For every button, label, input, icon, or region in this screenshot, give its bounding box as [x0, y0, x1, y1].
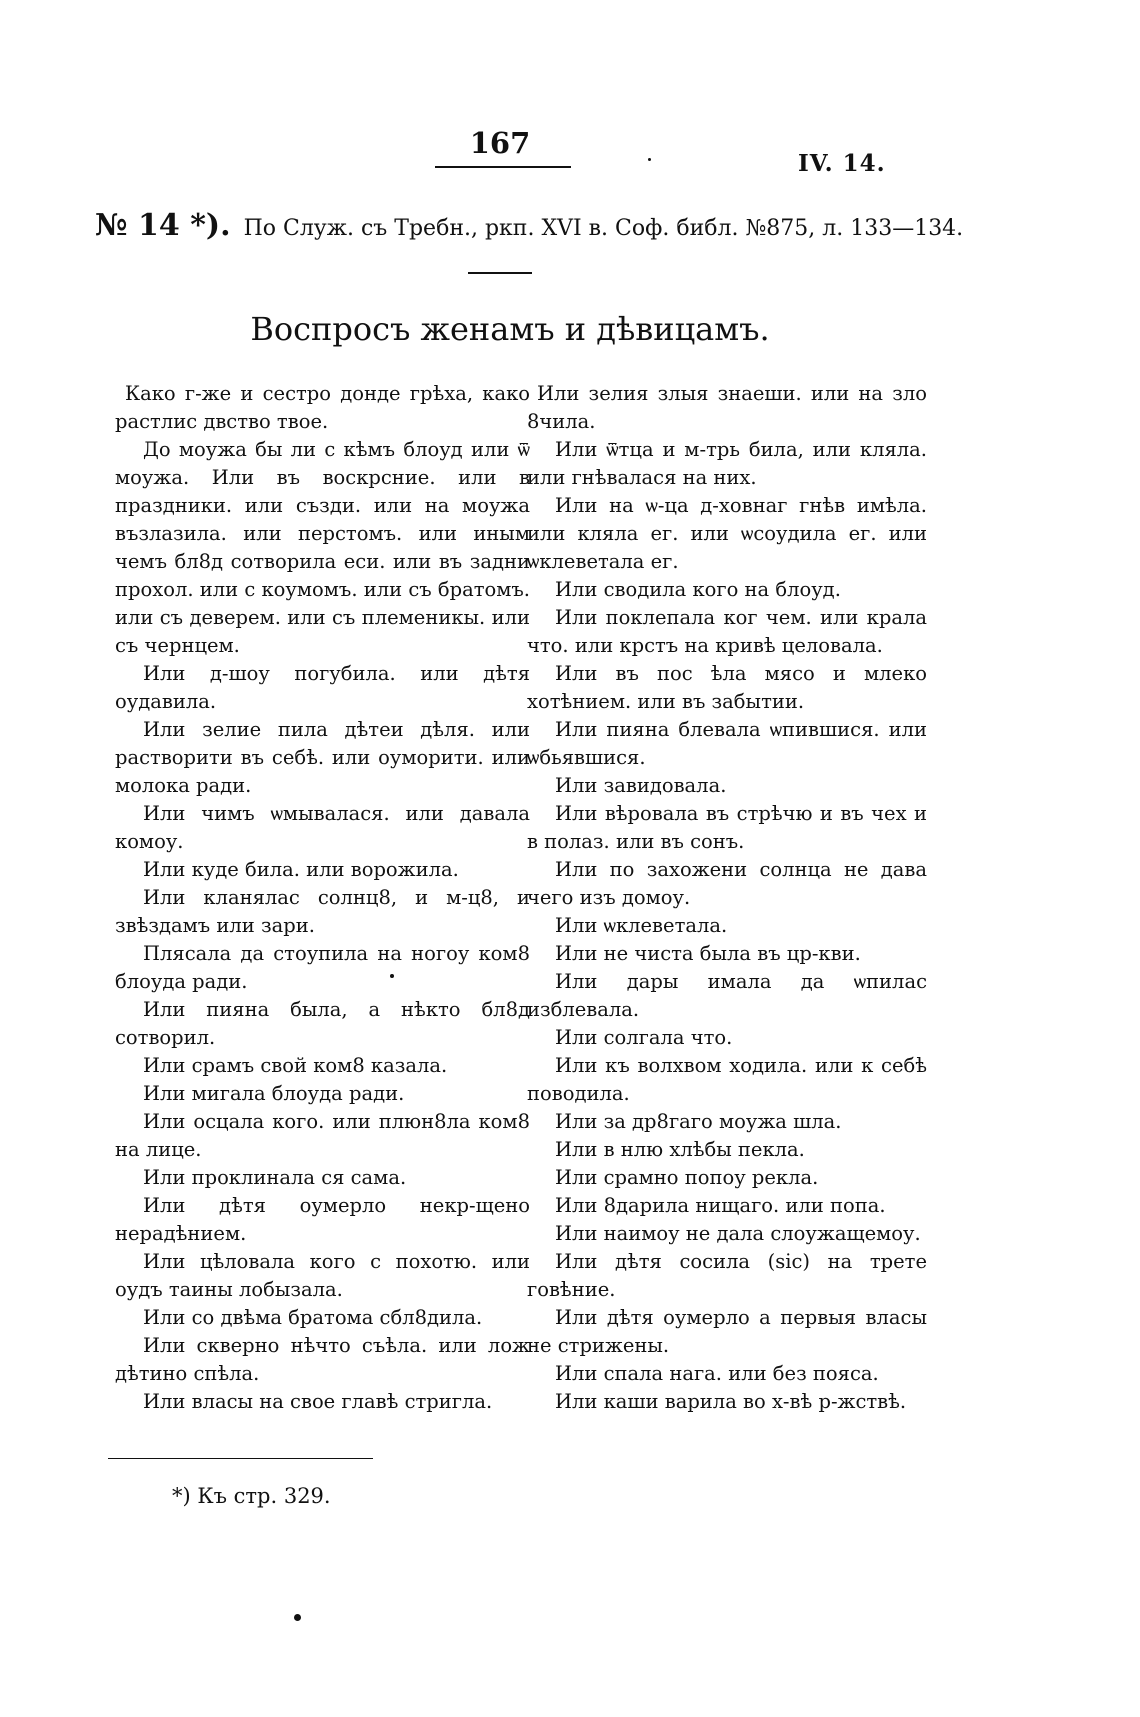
paragraph: Плясала да стоупила на ногоу ком8 блоуда ради.	[115, 942, 530, 993]
ink-speck	[294, 1614, 301, 1621]
paragraph: Или въ пос ѣла мясо и млеко хотѣнием. или въ забытии.	[527, 662, 927, 713]
paragraph: Или со двѣма братома сбл8дила.	[143, 1306, 483, 1329]
paragraph: Или куде била. или ворожила.	[143, 858, 459, 881]
paragraph: Како г-же и сестро донде грѣха, како растлис двство твое.	[115, 382, 530, 433]
paragraph: Или наимоу не дала слоужащемоу.	[555, 1222, 921, 1245]
paragraph: Или ѡклеветала.	[555, 914, 728, 937]
paragraph: Или дѣтя оумерло а первыя власы не стрижены.	[527, 1306, 927, 1357]
paragraph: Или дѣтя оумерло некр-щено нерадѣнием.	[115, 1194, 530, 1245]
paragraph: Или чимъ ѡмывалася. или давала комоу.	[115, 802, 530, 853]
paragraph: Или поклепала ког чем. или крала что. или крстъ на кривѣ целовала.	[527, 606, 927, 657]
paragraph: Или проклинала ся сама.	[143, 1166, 407, 1189]
document-title: Воспросъ женамъ и дѣвицамъ.	[250, 310, 770, 348]
paragraph: Или ѿтца и м-трь била, или кляла. или гнѣвалася на них.	[527, 438, 927, 489]
ink-speck	[390, 974, 394, 978]
paragraph: Или цѣловала кого с похотю. или оудъ таины лобызала.	[115, 1250, 530, 1301]
paragraph: Или скверно нѣчто съѣла. или лож дѣтино спѣла.	[115, 1334, 530, 1385]
paragraph: Или по захожени солнца не дава чего изъ домоу.	[527, 858, 927, 909]
paragraph: Или в нлю хлѣбы пекла.	[555, 1138, 805, 1161]
paragraph: Или срамно попоу рекла.	[555, 1166, 819, 1189]
paragraph: Или дары имала да ѡпилас изблевала.	[527, 970, 927, 1021]
paragraph: Или власы на свое главѣ стригла.	[143, 1390, 493, 1413]
paragraph: Или зелия злыя знаеши. или на зло 8чила.	[527, 382, 927, 433]
paragraph: Или спала нага. или без пояса.	[555, 1362, 879, 1385]
paragraph: Или зелие пила дѣтеи дѣля. или растворити въ себѣ. или оуморити. или молока ради.	[115, 718, 530, 797]
ink-speck	[648, 158, 651, 161]
paragraph: Или вѣровала въ стрѣчю и въ чех и в полаз. или въ сонъ.	[527, 802, 927, 853]
left-column	[115, 380, 530, 1416]
paragraph: Или пияна была, а нѣкто бл8д сотворил.	[115, 998, 530, 1049]
paragraph: До моужа бы ли с кѣмъ блоуд или ѿ моужа. Или въ воскрсние. или в праздники. или създи. или на моужа възлазила. или перстомъ. или иным чемъ бл8д сотворила еси. или въ задни прохол. или с коумомъ. или съ братомъ. или съ деверем. или съ племеникы. или съ чернцем.	[115, 438, 530, 657]
paragraph: Или 8дарила нищаго. или попа.	[555, 1194, 886, 1217]
paragraph: Или каши варила во х-вѣ р-жствѣ.	[555, 1390, 907, 1413]
page-number: 167	[469, 126, 531, 160]
paragraph: Или пияна блевала ѡпившися. или ѡбьявшися.	[527, 718, 927, 769]
running-head: IV. 14.	[798, 150, 886, 177]
paragraph: Или дѣтя сосила (sic) на трете говѣние.	[527, 1250, 927, 1301]
paragraph: Или сводила кого на блоуд.	[555, 578, 841, 601]
source-description: По Служ. съ Требн., ркп. XVI в. Соф. библ. №875, л. 133—134.	[243, 216, 964, 241]
paragraph: Или мигала блоуда ради.	[143, 1082, 405, 1105]
paragraph: Или осцала кого. или плюн8ла ком8 на лице.	[115, 1110, 530, 1161]
footnote: *) Къ стр. 329.	[172, 1484, 331, 1508]
paragraph: Или завидовала.	[555, 774, 727, 797]
paragraph: Или не чиста была въ цр-кви.	[555, 942, 861, 965]
footnote-rule	[108, 1458, 373, 1459]
source-citation	[95, 208, 1055, 243]
paragraph: Или срамъ свой ком8 казала.	[143, 1054, 448, 1077]
paragraph: Или солгала что.	[555, 1026, 733, 1049]
paragraph: Или д-шоу погубила. или дѣтя оудавила.	[115, 662, 530, 713]
document-number: № 14 *).	[95, 208, 231, 243]
paragraph: Или къ волхвом ходила. или к себѣ поводила.	[527, 1054, 927, 1105]
paragraph: Или кланялас солнц8, и м-ц8, и звѣздамъ или зари.	[115, 886, 530, 937]
right-column	[527, 380, 927, 1416]
paragraph: Или на ѡ-ца д-ховнаг гнѣв имѣла. или кляла ег. или ѡсоудила ег. или ѡклеветала ег.	[527, 494, 927, 573]
title-divider	[468, 272, 532, 274]
paragraph: Или за др8гаго моужа шла.	[555, 1110, 842, 1133]
page-number-rule	[435, 166, 571, 168]
